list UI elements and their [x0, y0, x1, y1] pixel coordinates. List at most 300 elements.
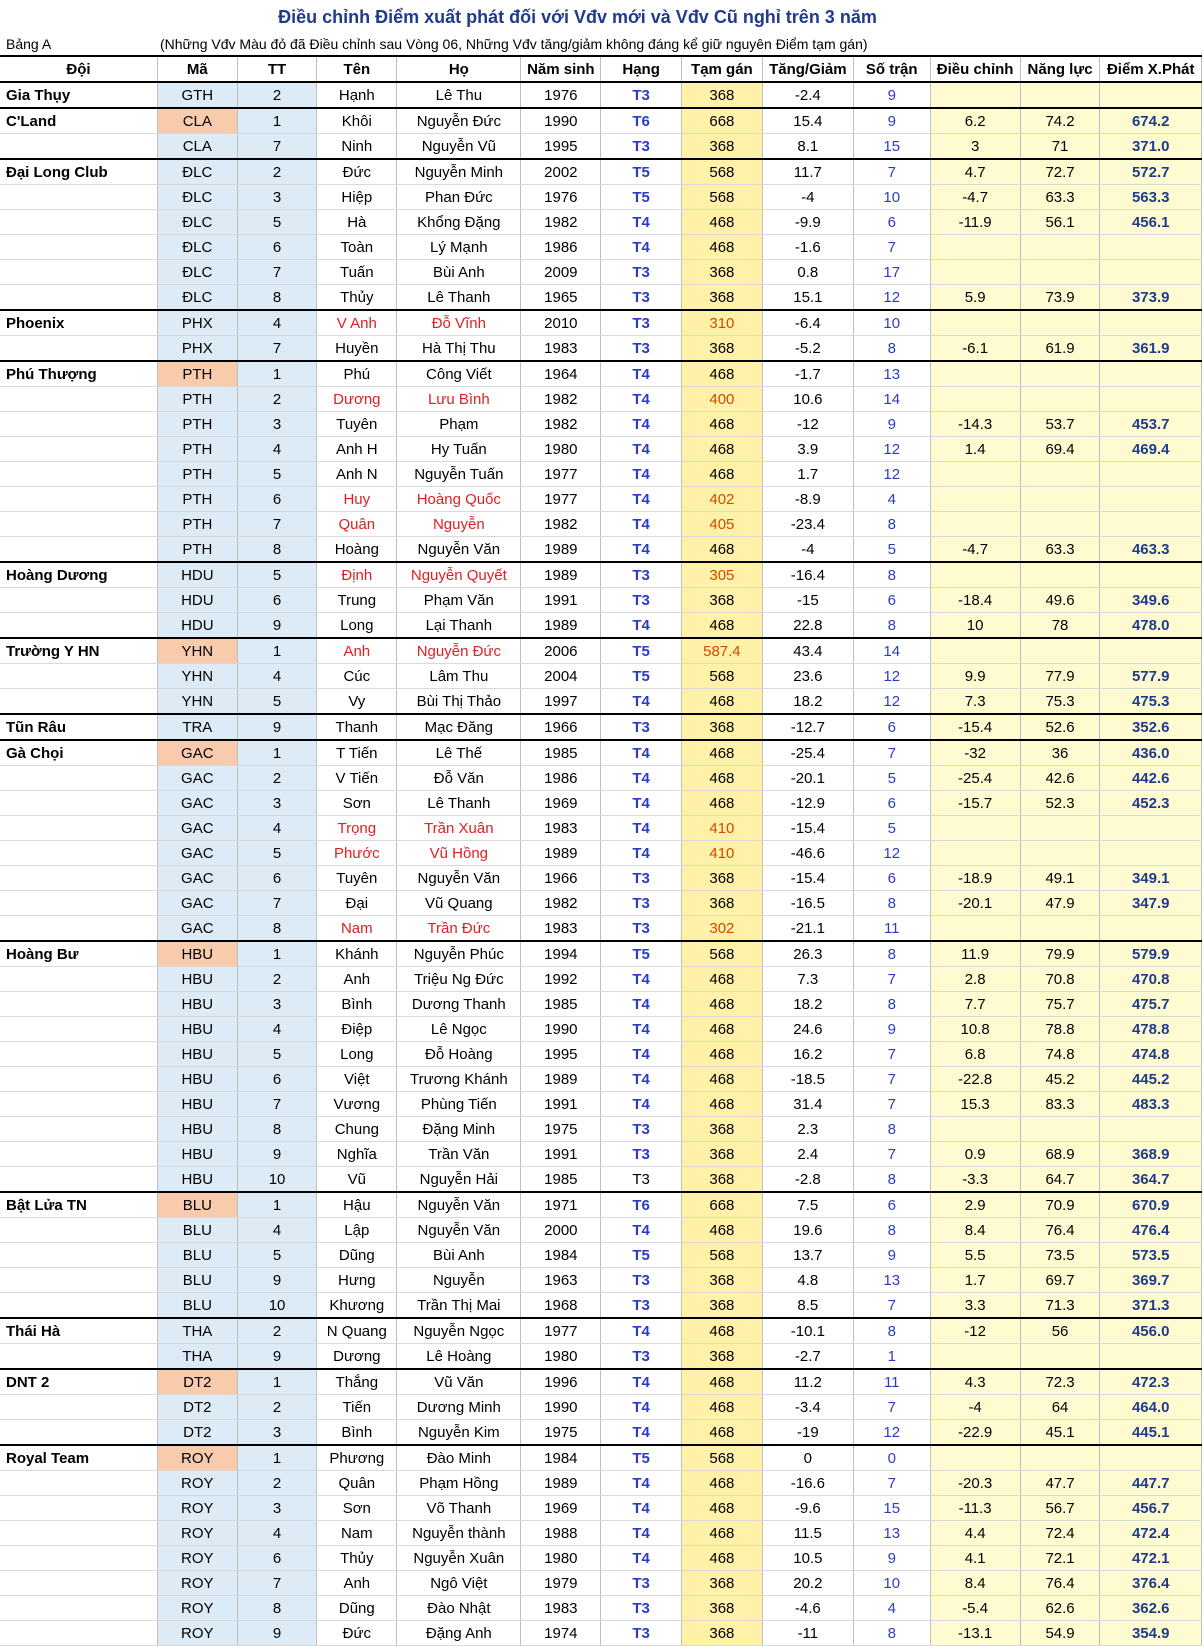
adjustment-cell: 6.2: [930, 108, 1020, 134]
start-points-cell: 373.9: [1100, 285, 1202, 311]
col-header-change: Tăng/Giảm: [762, 56, 853, 82]
temp-points-cell: 468: [682, 791, 763, 816]
first-name-cell: Tiến: [317, 1395, 397, 1420]
team-cell: Phoenix: [0, 310, 157, 336]
birth-year-cell: 1986: [521, 766, 601, 791]
change-cell: 0: [762, 1445, 853, 1471]
col-header-last-name: Họ: [397, 56, 521, 82]
rank-cell: T4: [601, 1092, 682, 1117]
first-name-cell: Anh N: [317, 462, 397, 487]
temp-points-cell: 468: [682, 1042, 763, 1067]
birth-year-cell: 1985: [521, 740, 601, 766]
capability-cell: 70.8: [1020, 967, 1100, 992]
first-name-cell: Hậu: [317, 1192, 397, 1218]
team-cell: [0, 689, 157, 715]
capability-cell: 73.9: [1020, 285, 1100, 311]
capability-cell: 42.6: [1020, 766, 1100, 791]
start-points-cell: 352.6: [1100, 714, 1202, 740]
change-cell: -2.4: [762, 82, 853, 108]
change-cell: -18.5: [762, 1067, 853, 1092]
col-header-games: Số trận: [853, 56, 930, 82]
first-name-cell: Phú: [317, 361, 397, 387]
code-cell: THA: [157, 1318, 237, 1344]
start-points-cell: [1100, 638, 1202, 664]
first-name-cell: Vy: [317, 689, 397, 715]
order-cell: 5: [237, 462, 317, 487]
change-cell: 8.5: [762, 1293, 853, 1319]
code-cell: HBU: [157, 1142, 237, 1167]
start-points-cell: 369.7: [1100, 1268, 1202, 1293]
rank-cell: T4: [601, 1318, 682, 1344]
team-cell: [0, 1142, 157, 1167]
start-points-cell: 469.4: [1100, 437, 1202, 462]
change-cell: -16.5: [762, 891, 853, 916]
team-cell: [0, 260, 157, 285]
capability-cell: 70.9: [1020, 1192, 1100, 1218]
start-points-cell: 674.2: [1100, 108, 1202, 134]
last-name-cell: Bùi Anh: [397, 260, 521, 285]
adjustment-cell: -18.9: [930, 866, 1020, 891]
change-cell: 11.5: [762, 1521, 853, 1546]
last-name-cell: Phùng Tiến: [397, 1092, 521, 1117]
team-cell: [0, 1420, 157, 1446]
code-cell: GAC: [157, 866, 237, 891]
team-cell: Trường Y HN: [0, 638, 157, 664]
adjustment-cell: 10.8: [930, 1017, 1020, 1042]
temp-points-cell: 568: [682, 1243, 763, 1268]
rank-cell: T4: [601, 210, 682, 235]
games-cell: 12: [853, 689, 930, 715]
first-name-cell: Thắng: [317, 1369, 397, 1395]
start-points-cell: [1100, 1117, 1202, 1142]
temp-points-cell: 468: [682, 1067, 763, 1092]
birth-year-cell: 1989: [521, 613, 601, 639]
temp-points-cell: 468: [682, 1017, 763, 1042]
start-points-cell: 368.9: [1100, 1142, 1202, 1167]
games-cell: 12: [853, 285, 930, 311]
last-name-cell: Dương Minh: [397, 1395, 521, 1420]
order-cell: 5: [237, 210, 317, 235]
games-cell: 8: [853, 1318, 930, 1344]
adjustment-cell: [930, 462, 1020, 487]
start-points-cell: 376.4: [1100, 1571, 1202, 1596]
code-cell: ROY: [157, 1471, 237, 1496]
games-cell: 7: [853, 1042, 930, 1067]
birth-year-cell: 1979: [521, 1571, 601, 1596]
table-row: [0, 210, 1202, 235]
table-row: [0, 992, 1202, 1017]
adjustment-cell: -13.1: [930, 1621, 1020, 1646]
birth-year-cell: 1980: [521, 1344, 601, 1370]
rank-cell: T5: [601, 1243, 682, 1268]
games-cell: 10: [853, 310, 930, 336]
games-cell: 8: [853, 891, 930, 916]
change-cell: 8.1: [762, 134, 853, 160]
temp-points-cell: 668: [682, 1192, 763, 1218]
team-cell: Gia Thụy: [0, 82, 157, 108]
change-cell: -23.4: [762, 512, 853, 537]
adjustment-cell: 5.5: [930, 1243, 1020, 1268]
rank-cell: T4: [601, 740, 682, 766]
games-cell: 12: [853, 1420, 930, 1446]
first-name-cell: Chung: [317, 1117, 397, 1142]
start-points-cell: [1100, 487, 1202, 512]
team-cell: [0, 866, 157, 891]
games-cell: 12: [853, 462, 930, 487]
code-cell: HDU: [157, 613, 237, 639]
last-name-cell: Hoàng Quốc: [397, 487, 521, 512]
team-cell: [0, 1596, 157, 1621]
first-name-cell: Phước: [317, 841, 397, 866]
order-cell: 8: [237, 537, 317, 563]
change-cell: 20.2: [762, 1571, 853, 1596]
games-cell: 7: [853, 1067, 930, 1092]
code-cell: CLA: [157, 134, 237, 160]
start-points-cell: 453.7: [1100, 412, 1202, 437]
team-cell: Hoàng Dương: [0, 562, 157, 588]
order-cell: 9: [237, 1344, 317, 1370]
team-cell: [0, 1218, 157, 1243]
col-header-order: TT: [237, 56, 317, 82]
order-cell: 7: [237, 336, 317, 362]
code-cell: ROY: [157, 1445, 237, 1471]
first-name-cell: Tuấn: [317, 260, 397, 285]
games-cell: 9: [853, 412, 930, 437]
change-cell: -10.1: [762, 1318, 853, 1344]
start-points-cell: 456.1: [1100, 210, 1202, 235]
birth-year-cell: 1977: [521, 462, 601, 487]
capability-cell: 71.3: [1020, 1293, 1100, 1319]
team-cell: [0, 1471, 157, 1496]
birth-year-cell: 2006: [521, 638, 601, 664]
order-cell: 7: [237, 260, 317, 285]
temp-points-cell: 468: [682, 613, 763, 639]
change-cell: -12: [762, 412, 853, 437]
start-points-cell: 577.9: [1100, 664, 1202, 689]
adjustment-cell: 3.3: [930, 1293, 1020, 1319]
first-name-cell: Quân: [317, 512, 397, 537]
last-name-cell: Lê Thế: [397, 740, 521, 766]
rank-cell: T3: [601, 916, 682, 942]
games-cell: 6: [853, 210, 930, 235]
temp-points-cell: 368: [682, 82, 763, 108]
change-cell: 19.6: [762, 1218, 853, 1243]
temp-points-cell: 468: [682, 361, 763, 387]
last-name-cell: Lê Thu: [397, 82, 521, 108]
first-name-cell: Hà: [317, 210, 397, 235]
last-name-cell: Nguyễn Minh: [397, 159, 521, 185]
code-cell: HBU: [157, 1117, 237, 1142]
birth-year-cell: 1991: [521, 588, 601, 613]
table-row: [0, 260, 1202, 285]
birth-year-cell: 1992: [521, 967, 601, 992]
adjustment-cell: [930, 816, 1020, 841]
adjustment-cell: [930, 1344, 1020, 1370]
capability-cell: 73.5: [1020, 1243, 1100, 1268]
capability-cell: 47.7: [1020, 1471, 1100, 1496]
first-name-cell: Vương: [317, 1092, 397, 1117]
code-cell: YHN: [157, 638, 237, 664]
temp-points-cell: 468: [682, 1369, 763, 1395]
last-name-cell: Lại Thanh: [397, 613, 521, 639]
order-cell: 9: [237, 714, 317, 740]
birth-year-cell: 1990: [521, 1395, 601, 1420]
order-cell: 1: [237, 941, 317, 967]
team-cell: [0, 1344, 157, 1370]
code-cell: TRA: [157, 714, 237, 740]
capability-cell: 56: [1020, 1318, 1100, 1344]
first-name-cell: T Tiến: [317, 740, 397, 766]
table-row: [0, 1218, 1202, 1243]
last-name-cell: Trương Khánh: [397, 1067, 521, 1092]
change-cell: 26.3: [762, 941, 853, 967]
games-cell: 17: [853, 260, 930, 285]
code-cell: ROY: [157, 1571, 237, 1596]
start-points-cell: 445.1: [1100, 1420, 1202, 1446]
code-cell: HBU: [157, 1042, 237, 1067]
change-cell: -3.4: [762, 1395, 853, 1420]
capability-cell: 74.8: [1020, 1042, 1100, 1067]
order-cell: 8: [237, 916, 317, 942]
change-cell: 18.2: [762, 689, 853, 715]
capability-cell: 36: [1020, 740, 1100, 766]
code-cell: GAC: [157, 916, 237, 942]
adjustment-cell: -11.9: [930, 210, 1020, 235]
first-name-cell: Huy: [317, 487, 397, 512]
last-name-cell: Phạm Hồng: [397, 1471, 521, 1496]
change-cell: 3.9: [762, 437, 853, 462]
change-cell: 4.8: [762, 1268, 853, 1293]
code-cell: GAC: [157, 816, 237, 841]
start-points-cell: [1100, 512, 1202, 537]
team-cell: [0, 1042, 157, 1067]
birth-year-cell: 2009: [521, 260, 601, 285]
order-cell: 6: [237, 1546, 317, 1571]
code-cell: YHN: [157, 664, 237, 689]
order-cell: 3: [237, 1420, 317, 1446]
first-name-cell: Dũng: [317, 1243, 397, 1268]
team-cell: [0, 1117, 157, 1142]
table-row: [0, 766, 1202, 791]
rank-cell: T3: [601, 1117, 682, 1142]
table-row: [0, 891, 1202, 916]
start-points-cell: 579.9: [1100, 941, 1202, 967]
team-cell: [0, 1243, 157, 1268]
order-cell: 3: [237, 1496, 317, 1521]
last-name-cell: Nguyễn Văn: [397, 1192, 521, 1218]
team-cell: [0, 1521, 157, 1546]
games-cell: 8: [853, 512, 930, 537]
team-cell: [0, 285, 157, 311]
start-points-cell: 478.0: [1100, 613, 1202, 639]
code-cell: BLU: [157, 1218, 237, 1243]
rank-cell: T4: [601, 1042, 682, 1067]
start-points-cell: 478.8: [1100, 1017, 1202, 1042]
team-cell: [0, 185, 157, 210]
last-name-cell: Dương Thanh: [397, 992, 521, 1017]
capability-cell: 76.4: [1020, 1571, 1100, 1596]
adjustment-cell: -14.3: [930, 412, 1020, 437]
games-cell: 9: [853, 82, 930, 108]
games-cell: 9: [853, 1017, 930, 1042]
games-cell: 12: [853, 841, 930, 866]
first-name-cell: Thủy: [317, 1546, 397, 1571]
temp-points-cell: 668: [682, 108, 763, 134]
capability-cell: [1020, 1117, 1100, 1142]
code-cell: PTH: [157, 487, 237, 512]
start-points-cell: [1100, 260, 1202, 285]
first-name-cell: Lập: [317, 1218, 397, 1243]
first-name-cell: Anh H: [317, 437, 397, 462]
temp-points-cell: 468: [682, 537, 763, 563]
code-cell: ROY: [157, 1496, 237, 1521]
rank-cell: T3: [601, 1344, 682, 1370]
table-row: [0, 387, 1202, 412]
order-cell: 1: [237, 108, 317, 134]
order-cell: 10: [237, 1293, 317, 1319]
first-name-cell: Cúc: [317, 664, 397, 689]
order-cell: 8: [237, 1117, 317, 1142]
first-name-cell: Ninh: [317, 134, 397, 160]
birth-year-cell: 1976: [521, 82, 601, 108]
adjustment-cell: -15.4: [930, 714, 1020, 740]
order-cell: 9: [237, 1621, 317, 1646]
games-cell: 10: [853, 185, 930, 210]
birth-year-cell: 1983: [521, 816, 601, 841]
games-cell: 5: [853, 537, 930, 563]
games-cell: 12: [853, 664, 930, 689]
code-cell: THA: [157, 1344, 237, 1370]
table-note: (Những Vđv Màu đỏ đã Điều chỉnh sau Vòng 06, Những Vđv tăng/giảm không đáng kể giữ nguyên Điểm tạm gán): [160, 36, 868, 52]
table-row: [0, 1142, 1202, 1167]
rank-cell: T3: [601, 866, 682, 891]
code-cell: PTH: [157, 512, 237, 537]
capability-cell: 72.1: [1020, 1546, 1100, 1571]
change-cell: -9.9: [762, 210, 853, 235]
table-row: [0, 1067, 1202, 1092]
code-cell: GAC: [157, 891, 237, 916]
capability-cell: 83.3: [1020, 1092, 1100, 1117]
order-cell: 5: [237, 562, 317, 588]
order-cell: 7: [237, 1092, 317, 1117]
last-name-cell: Nguyễn Quyết: [397, 562, 521, 588]
team-cell: [0, 1395, 157, 1420]
rank-cell: T3: [601, 891, 682, 916]
table-row: [0, 689, 1202, 715]
temp-points-cell: 368: [682, 1621, 763, 1646]
code-cell: HBU: [157, 1017, 237, 1042]
last-name-cell: Nguyễn Phúc: [397, 941, 521, 967]
code-cell: GTH: [157, 82, 237, 108]
adjustment-cell: -22.8: [930, 1067, 1020, 1092]
adjustment-cell: -4: [930, 1395, 1020, 1420]
rank-cell: T4: [601, 992, 682, 1017]
temp-points-cell: 468: [682, 1318, 763, 1344]
order-cell: 9: [237, 613, 317, 639]
games-cell: 6: [853, 588, 930, 613]
temp-points-cell: 468: [682, 1546, 763, 1571]
rank-cell: T5: [601, 638, 682, 664]
team-cell: Đại Long Club: [0, 159, 157, 185]
adjustment-cell: -11.3: [930, 1496, 1020, 1521]
code-cell: BLU: [157, 1268, 237, 1293]
adjustment-cell: -15.7: [930, 791, 1020, 816]
temp-points-cell: 368: [682, 1117, 763, 1142]
team-cell: [0, 1067, 157, 1092]
birth-year-cell: 1991: [521, 1142, 601, 1167]
birth-year-cell: 2010: [521, 310, 601, 336]
temp-points-cell: 368: [682, 866, 763, 891]
capability-cell: [1020, 816, 1100, 841]
table-row: [0, 1092, 1202, 1117]
team-cell: Bật Lửa TN: [0, 1192, 157, 1218]
capability-cell: 61.9: [1020, 336, 1100, 362]
last-name-cell: Lê Hoàng: [397, 1344, 521, 1370]
temp-points-cell: 368: [682, 1268, 763, 1293]
games-cell: 14: [853, 387, 930, 412]
temp-points-cell: 368: [682, 1142, 763, 1167]
start-points-cell: 573.5: [1100, 1243, 1202, 1268]
code-cell: GAC: [157, 740, 237, 766]
first-name-cell: Đại: [317, 891, 397, 916]
birth-year-cell: 1966: [521, 866, 601, 891]
birth-year-cell: 1989: [521, 562, 601, 588]
capability-cell: 78: [1020, 613, 1100, 639]
team-cell: Royal Team: [0, 1445, 157, 1471]
col-header-rank: Hạng: [601, 56, 682, 82]
table-row: [0, 412, 1202, 437]
code-cell: CLA: [157, 108, 237, 134]
birth-year-cell: 1990: [521, 108, 601, 134]
birth-year-cell: 1971: [521, 1192, 601, 1218]
birth-year-cell: 2004: [521, 664, 601, 689]
start-points-cell: 436.0: [1100, 740, 1202, 766]
order-cell: 7: [237, 512, 317, 537]
change-cell: -21.1: [762, 916, 853, 942]
last-name-cell: Vũ Hồng: [397, 841, 521, 866]
order-cell: 7: [237, 134, 317, 160]
code-cell: ĐLC: [157, 235, 237, 260]
birth-year-cell: 1966: [521, 714, 601, 740]
capability-cell: 72.7: [1020, 159, 1100, 185]
first-name-cell: Sơn: [317, 1496, 397, 1521]
start-points-cell: [1100, 235, 1202, 260]
code-cell: PTH: [157, 437, 237, 462]
last-name-cell: Triệu Ng Đức: [397, 967, 521, 992]
last-name-cell: Nguyễn: [397, 512, 521, 537]
first-name-cell: Huyền: [317, 336, 397, 362]
change-cell: -20.1: [762, 766, 853, 791]
last-name-cell: Lâm Thu: [397, 664, 521, 689]
capability-cell: 72.3: [1020, 1369, 1100, 1395]
rank-cell: T4: [601, 1546, 682, 1571]
code-cell: PHX: [157, 310, 237, 336]
change-cell: 23.6: [762, 664, 853, 689]
adjustment-cell: [930, 1445, 1020, 1471]
birth-year-cell: 1985: [521, 1167, 601, 1193]
first-name-cell: Anh: [317, 967, 397, 992]
birth-year-cell: 1988: [521, 1521, 601, 1546]
adjustment-cell: 4.3: [930, 1369, 1020, 1395]
order-cell: 2: [237, 1395, 317, 1420]
sheet-title: Điều chỉnh Điểm xuất phát đối với Vđv mới và Vđv Cũ nghỉ trên 3 năm: [278, 7, 877, 27]
birth-year-cell: 1989: [521, 537, 601, 563]
first-name-cell: Việt: [317, 1067, 397, 1092]
adjustment-cell: [930, 487, 1020, 512]
birth-year-cell: 1989: [521, 1067, 601, 1092]
team-cell: [0, 1092, 157, 1117]
capability-cell: 53.7: [1020, 412, 1100, 437]
